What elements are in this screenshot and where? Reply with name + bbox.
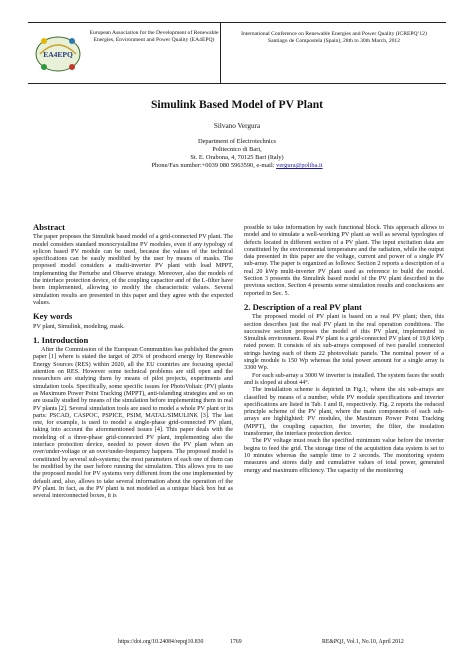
email-link[interactable]: vergura@poliba.it xyxy=(276,162,323,169)
affiliation-institution: Politecnico di Bari, xyxy=(212,146,262,153)
keywords-text: PV plant, Simulink, modeling, mask. xyxy=(33,322,125,330)
conference-header xyxy=(28,22,446,84)
section-2-heading: 2. Description of a real PV plant xyxy=(244,301,362,312)
header-left-cell xyxy=(28,23,221,83)
section-1-paragraph: After the Commission of the European Communities has published the green paper [1] where is stated the target of 20% of produced energy by Renewable Energy Sources (RES) within 2020, all the EU countries are focusing special attention on RES. However some technical problems are still open and the researchers are studying them by means of pilot projects, experiments and simulation tools. Specifically, some specific issues for PhotoVoltaic (PV) plants as Maximum Power Point Tracking (MPPT), anti-islanding strategies and so on are usually studied by means of the simulation before implementing them in real PV plants [2]. Several simulation tools are used to model a whole PV plant or its parts: PSCAD, CASPOC, PSPICE, PSIM, MATAL/SIMULINK [3]. The last one, for example, is used to model a single-phase grid-connected PV plant, taking into account the aforementioned issues [4]. This paper deals with the modeling of a three-phase grid-connected PV plant, implementing also the interface protection device, needed to power down the PV plant when an over/under-voltage or an over/under-frequency happens. The proposed model is constituted by several sub-systems; the most parameters of each one of them can be modified by the user before running the simulation. This allows you to use the proposed model for PV systems very different from the one implemented by default and, also, allows to take several information about the operation of the PV plant. In fact, as the PV plant is not modeled as a unique black box but as several interconnected boxes, it is xyxy=(33,346,233,500)
ea4epq-logo-icon xyxy=(32,30,84,76)
abstract-text: The paper proposes the Simulink based model of a grid-connected PV plant. The model considers standard monocrystalline PV modules, even if any typology of sylicon based PV module can be used, because the values of the technical specifications can be easily modified by the user by means of masks. The proposed model considers a multi-inverter PV plant with load MPPT, implementing the Perturbe and Observe strategy. Moreover, also the models of the interface protection device, of the coupling capacitor and of the L-filter have been implemented, allowing to modify the characteristic values. Several simulation results are presented in this paper and they agree with the expected values. xyxy=(33,233,233,306)
paper-author: Silvano Vergura xyxy=(213,122,261,130)
section-2-paragraph-2: For each sub-array a 3000 W inverter is installed. The system faces the south and is sloped at about 44°. xyxy=(244,371,444,386)
affiliation-contact xyxy=(0,162,474,170)
section-2-paragraph-4: The PV voltage must reach the specified minimum value before the inverter begins to feed the grid. The storage time of the acquisition data system is set to 10 minutes whereas the sample time to 2 seconds. The monitoring system measures and stores daily and cumulative values of total power, generated energy and maximum efficiency. The capacity of the monitoring xyxy=(244,437,444,474)
author-affiliation xyxy=(0,138,474,170)
intro-continued-paragraph: possible to take information by each functional block. This approach allows to model and to simulate a well-working PV plant as well as several typologies of defects located in different section of a PV plant. The input excitation data are constituted by the environmental temperature and the radiation, while the output data presented in this paper are the voltage, current and power of a single PV sub-array. The paper is organized as follows: Section 2 reports a description of a real 20 kWp multi-inverter PV plant used as reference to build the model. Section 3 presents the Simulink based model of the PV plant described in the previous section. Section 4 presents some simulation results and conclusions are reported in Sec. 5. xyxy=(244,224,444,297)
affiliation-address: St. E. Orabona, 4, 70125 Bari (Italy) xyxy=(190,154,284,161)
right-column xyxy=(244,224,444,474)
affiliation-department: Department of Electrotechnics xyxy=(197,138,277,145)
footer-doi-link[interactable]: https://doi.org/10.24084/repqj10.830 xyxy=(118,639,204,645)
abstract-heading: Abstract xyxy=(33,222,65,232)
conference-name: International Conference on Renewable Energies and Power Quality (ICREPQ’12) xyxy=(241,31,427,37)
logo-text: EA4EPQ xyxy=(43,50,73,59)
keywords-heading: Key words xyxy=(33,311,73,322)
conference-venue: Santiago de Compostela (Spain), 28th to 30th March, 2012 xyxy=(267,38,401,45)
footer-page-number: 1769 xyxy=(230,639,242,645)
section-2-paragraph-3: The installation scheme is depicted in Fig.1, where the six sub-arrays are classified by means of a number, while PV module specifications and inverter specifications are listed in Tab. I and II, respectively. Fig. 2 reports the reduced principle scheme of the PV plant, where the main components of each sub-arrays are highlighted: PV modules, the Maximum Power Point Tracking (MPPT), the coupling capacitor, the inverter, the filter, the insulation transformer, the interface protection device. xyxy=(244,386,444,438)
left-column xyxy=(33,224,233,499)
paper-title: Simulink Based Model of PV Plant xyxy=(150,98,324,111)
contact-phone: Phone/Fax number:+0039 080 5963590, e-mail: xyxy=(151,162,277,169)
section-1-heading: 1. Introduction xyxy=(33,334,89,345)
footer-journal-reference: RE&PQJ, Vol.1, No.10, April 2012 xyxy=(322,639,404,645)
section-2-paragraph-1: The proposed model of PV plant is based on a real PV plant; then, this section describes just the real PV plant in the real operation conditions. The successive section proposes the model of this PV plant, implemented in Simulink environment. Real PV plant is a grid-connected PV plant of 19,8 kWp rated power. It consists of six sub-arrays composed of two parallel connected strings having each of them 22 photovoltaic panels. The nominal power of a single module is 150 Wp whereas the total power amount for a single array is 3300 Wp. xyxy=(244,313,444,372)
association-name: European Association for the Development of Renewable Energies, Environment and Power Quality (EA4EPQ) xyxy=(89,30,219,44)
conference-info xyxy=(226,31,442,45)
